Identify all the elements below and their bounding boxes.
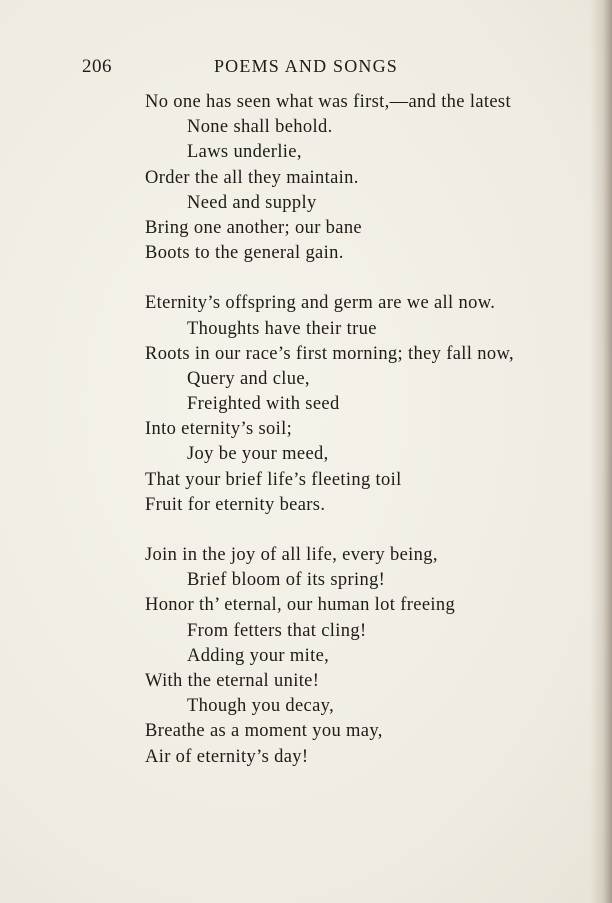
poem-line: Fruit for eternity bears. xyxy=(145,494,326,515)
poem-line: Order the all they maintain. xyxy=(145,167,359,188)
poem-line: Eternity’s offspring and germ are we all now. xyxy=(145,293,496,314)
poem-line: Query and clue, xyxy=(187,368,310,389)
poem-line: Into eternity’s soil; xyxy=(145,419,293,440)
poem-line: Laws underlie, xyxy=(187,142,302,163)
poem-line: Though you decay, xyxy=(187,696,335,717)
page-number: 206 xyxy=(82,56,112,77)
page-spine-shadow xyxy=(590,0,612,903)
poem-line: Boots to the general gain. xyxy=(145,243,344,264)
poem-line: None shall behold. xyxy=(187,117,333,138)
poem-line: From fetters that cling! xyxy=(187,620,367,641)
poem-line: Honor th’ eternal, our human lot freeing xyxy=(145,595,456,616)
poem-line: That your brief life’s fleeting toil xyxy=(145,469,402,490)
poem-line: Breathe as a moment you may, xyxy=(145,721,383,742)
running-title: POEMS AND SONGS xyxy=(213,56,399,76)
poem-line: Freighted with seed xyxy=(187,394,340,415)
poem-body xyxy=(145,90,585,795)
poem-line: Bring one another; our bane xyxy=(145,217,362,238)
stanza-1 xyxy=(145,90,585,266)
poem-line: Brief bloom of its spring! xyxy=(187,570,386,591)
stanza-3 xyxy=(145,543,585,770)
poem-line: Thoughts have their true xyxy=(187,318,377,339)
poem-line: Roots in our race’s first morning; they fall now, xyxy=(145,343,514,364)
poem-line: Air of eternity’s day! xyxy=(145,746,309,767)
poem-line: Adding your mite, xyxy=(187,645,330,666)
stanza-2 xyxy=(145,291,585,518)
poem-line: No one has seen what was first,—and the latest xyxy=(145,92,511,112)
poem-line: Join in the joy of all life, every being, xyxy=(145,545,438,565)
poem-line: Joy be your meed, xyxy=(187,444,329,465)
poem-line: Need and supply xyxy=(187,192,317,213)
poem-line: With the eternal unite! xyxy=(145,670,320,691)
page-header xyxy=(0,56,612,80)
